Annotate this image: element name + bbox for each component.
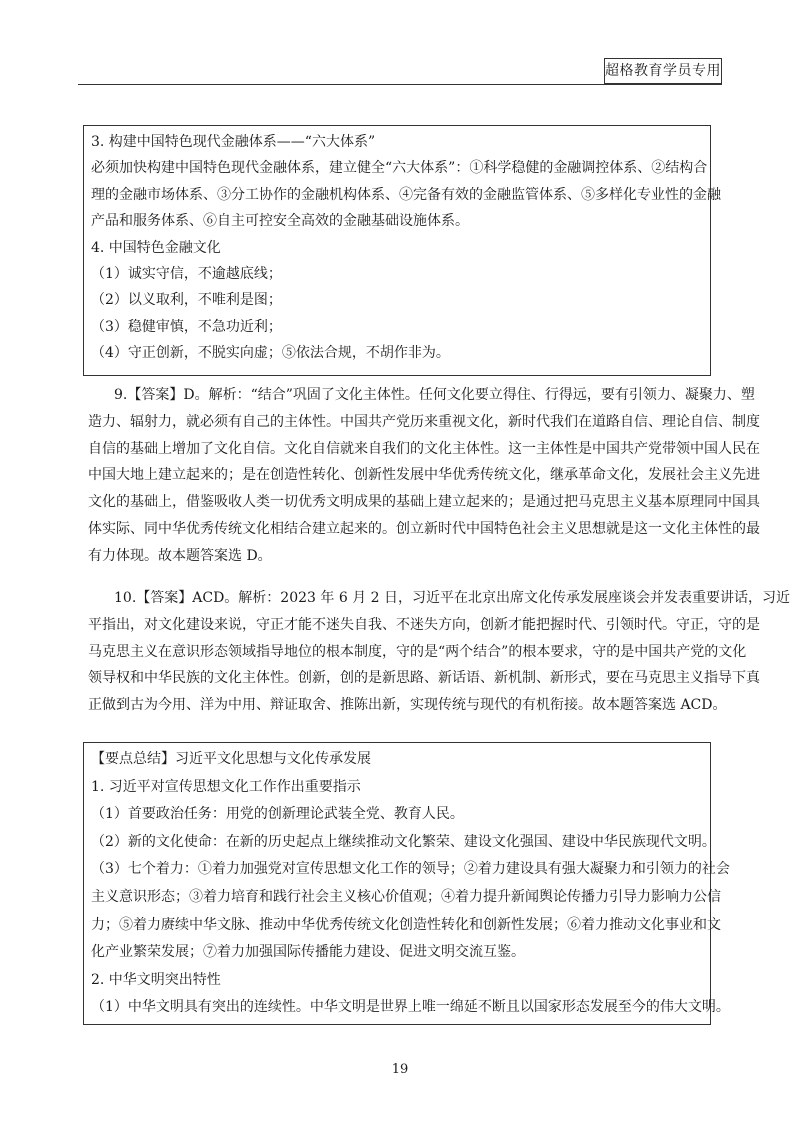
box1-line: 产品和服务体系、⑥自主可控安全高效的金融基础设施体系。 [91,213,469,230]
answer-9-paragraph [88,382,760,570]
box2-line: 1. 习近平对宣传思想文化工作作出重要指示 [91,778,361,795]
box2-line: 【要点总结】习近平文化思想与文化传承发展 [91,751,371,767]
answer9-line: 中国大地上建立起来的；是在创造性转化、创新性发展中华优秀传统文化，继承革命文化，发展社会主义先进 [88,467,760,484]
answer10-line: 领导权和中华民族的文化主体性。创新，创的是新思路、新话语、新机制、新形式，要在马克思主义指导下真 [88,670,760,687]
answer-10-paragraph [88,585,791,719]
box1-line: （2）以义取利，不唯利是图； [91,292,282,309]
answer9-line: 体实际、同中华优秀传统文化相结合建立起来的。创立新时代中国特色社会主义思想就是这一文化主体性的最 [88,520,760,537]
box2-line: （1）首要政治任务：用党的创新理论武装全党、教育人民。 [91,806,464,823]
box1-line: 4. 中国特色金融文化 [91,239,221,256]
summary-box-finance [83,125,721,376]
answer10-line: 马克思主义在意识形态领域指导地位的根本制度，守的是“两个结合”的根本要求，守的是中国共产党的文化 [88,643,747,660]
answer9-line: 9.【答案】D。解析：“结合”巩固了文化主体性。任何文化要立得住、行得远，要有引领力、凝聚力、塑 [114,387,755,403]
box1-line: （4）守正创新，不脱实向虚；⑤依法合规，不胡作非为。 [91,345,450,362]
box2-line: （3）七个着力：①着力加强党对宣传思想文化工作的领导；②着力建设具有强大凝聚力和引领力的社会 [91,861,730,878]
summary-box-culture [83,742,730,1025]
answer9-line: 有力体现。故本题答案选 D。 [88,547,272,564]
box1-line: 理的金融市场体系、③分工协作的金融机构体系、④完备有效的金融监管体系、⑤多样化专业性的金融 [91,186,721,203]
answer9-line: 造力、辐射力，就必须有自己的主体性。中国共产党历来重视文化，新时代我们在道路自信、理论自信、制度 [88,413,760,430]
answer10-line: 平指出，对文化建设来说，守正才能不迷失自我、不迷失方向，创新才能把握时代、引领时代。守正，守的是 [88,616,760,633]
answer10-line: 正做到古为今用、洋为中用、辩证取舍、推陈出新，实现传统与现代的有机衔接。故本题答案选 ACD。 [88,697,727,714]
box2-line: （1）中华文明具有突出的连续性。中华文明是世界上唯一绵延不断且以国家形态发展至今的伟大文明。 [91,999,730,1016]
box2-line: 化产业繁荣发展；⑦着力加强国际传播能力建设、促进文明交流互鉴。 [91,944,525,961]
box1-line: 3. 构建中国特色现代金融体系——“六大体系” [91,134,376,150]
box1-line: 必须加快构建中国特色现代金融体系，建立健全“六大体系”：①科学稳健的金融调控体系、②结构合 [91,160,708,177]
answer10-line: 10.【答案】ACD。解析：2023 年 6 月 2 日，习近平在北京出席文化传承发展座谈会并发表重要讲话，习近 [114,590,791,606]
header-stamp: 超格教育学员专用 [604,58,722,84]
box2-line: 力；⑤着力赓续中华文脉、推动中华优秀传统文化创造性转化和创新性发展；⑥着力推动文化事业和文 [91,916,721,933]
box2-line: 主义意识形态；③着力培育和践行社会主义核心价值观；④着力提升新闻舆论传播力引导力影响力公信 [91,888,721,905]
box1-line: （3）稳健审慎，不急功近利； [91,318,282,335]
box2-line: （2）新的文化使命：在新的历史起点上继续推动文化繁荣、建设文化强国、建设中华民族现代文明。 [91,833,716,850]
answer9-line: 自信的基础上增加了文化自信。文化自信就来自我们的文化主体性。这一主体性是中国共产党带领中国人民在 [88,440,760,457]
page-number: 19 [391,1062,409,1077]
box2-line: 2. 中华文明突出特性 [91,971,221,988]
answer9-line: 文化的基础上，借鉴吸收人类一切优秀文明成果的基础上建立起来的；是通过把马克思主义基本原理同中国具 [88,494,760,511]
box1-line: （1）诚实守信，不逾越底线； [91,265,282,282]
header-rule [78,84,722,85]
